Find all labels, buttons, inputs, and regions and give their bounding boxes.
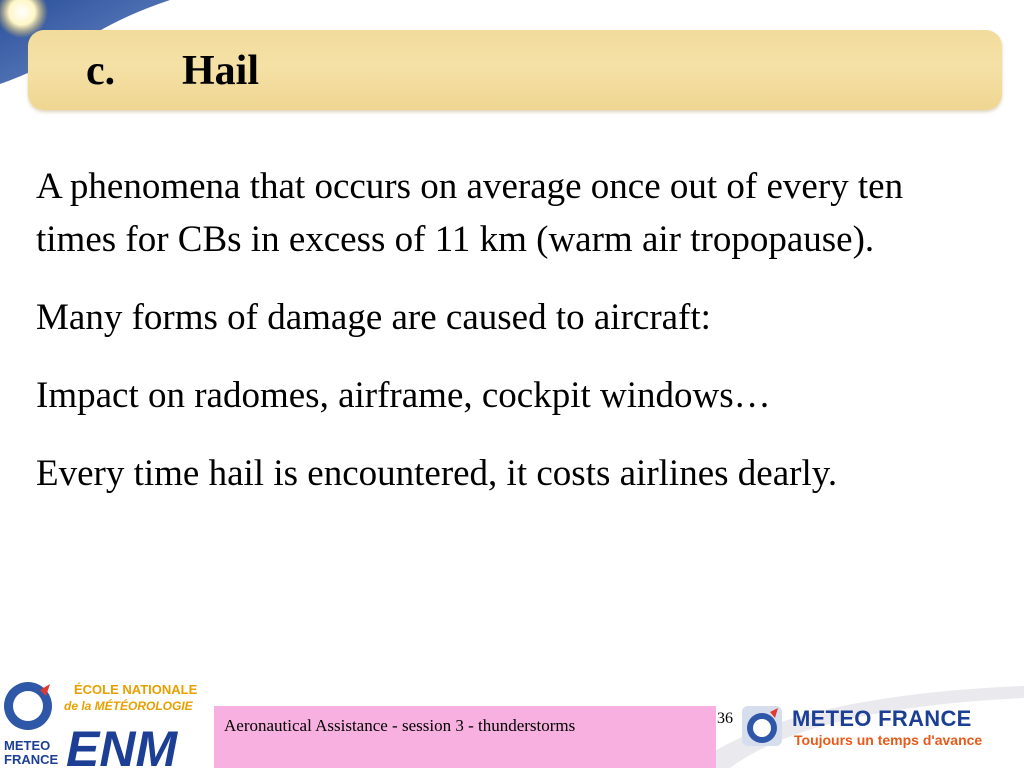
enm-logo (0, 676, 212, 768)
enm-meteo-small-1: METEO (4, 738, 51, 753)
paragraph: Impact on radomes, airframe, cockpit windows… (36, 375, 771, 416)
footer-text: Aeronautical Assistance - session 3 - thunderstorms (224, 716, 576, 735)
meteo-france-title: METEO FRANCE (792, 706, 972, 731)
enm-line-1: ÉCOLE NATIONALE (74, 682, 198, 697)
paragraph: Many forms of damage are caused to aircraft: (36, 297, 711, 338)
enm-mark: ENM (66, 721, 178, 768)
title-number: c. (86, 48, 116, 94)
slide-title: Hail (182, 48, 260, 94)
enm-meteo-small-2: FRANCE (4, 752, 59, 767)
meteo-france-tagline: Toujours un temps d'avance (794, 732, 983, 748)
slide-body (36, 160, 986, 525)
title-banner (28, 30, 1002, 110)
footer-box (214, 706, 716, 768)
paragraph: Every time hail is encountered, it costs airlines dearly. (36, 453, 838, 494)
enm-line-2: de la MÉTÉOROLOGIE (64, 699, 193, 713)
page-number: 36 (717, 710, 733, 727)
paragraph: A phenomena that occurs on average once out of every ten times for CBs in excess of 11 km (warm air tropopause). (36, 166, 904, 260)
meteo-france-logo-icon (740, 704, 784, 748)
